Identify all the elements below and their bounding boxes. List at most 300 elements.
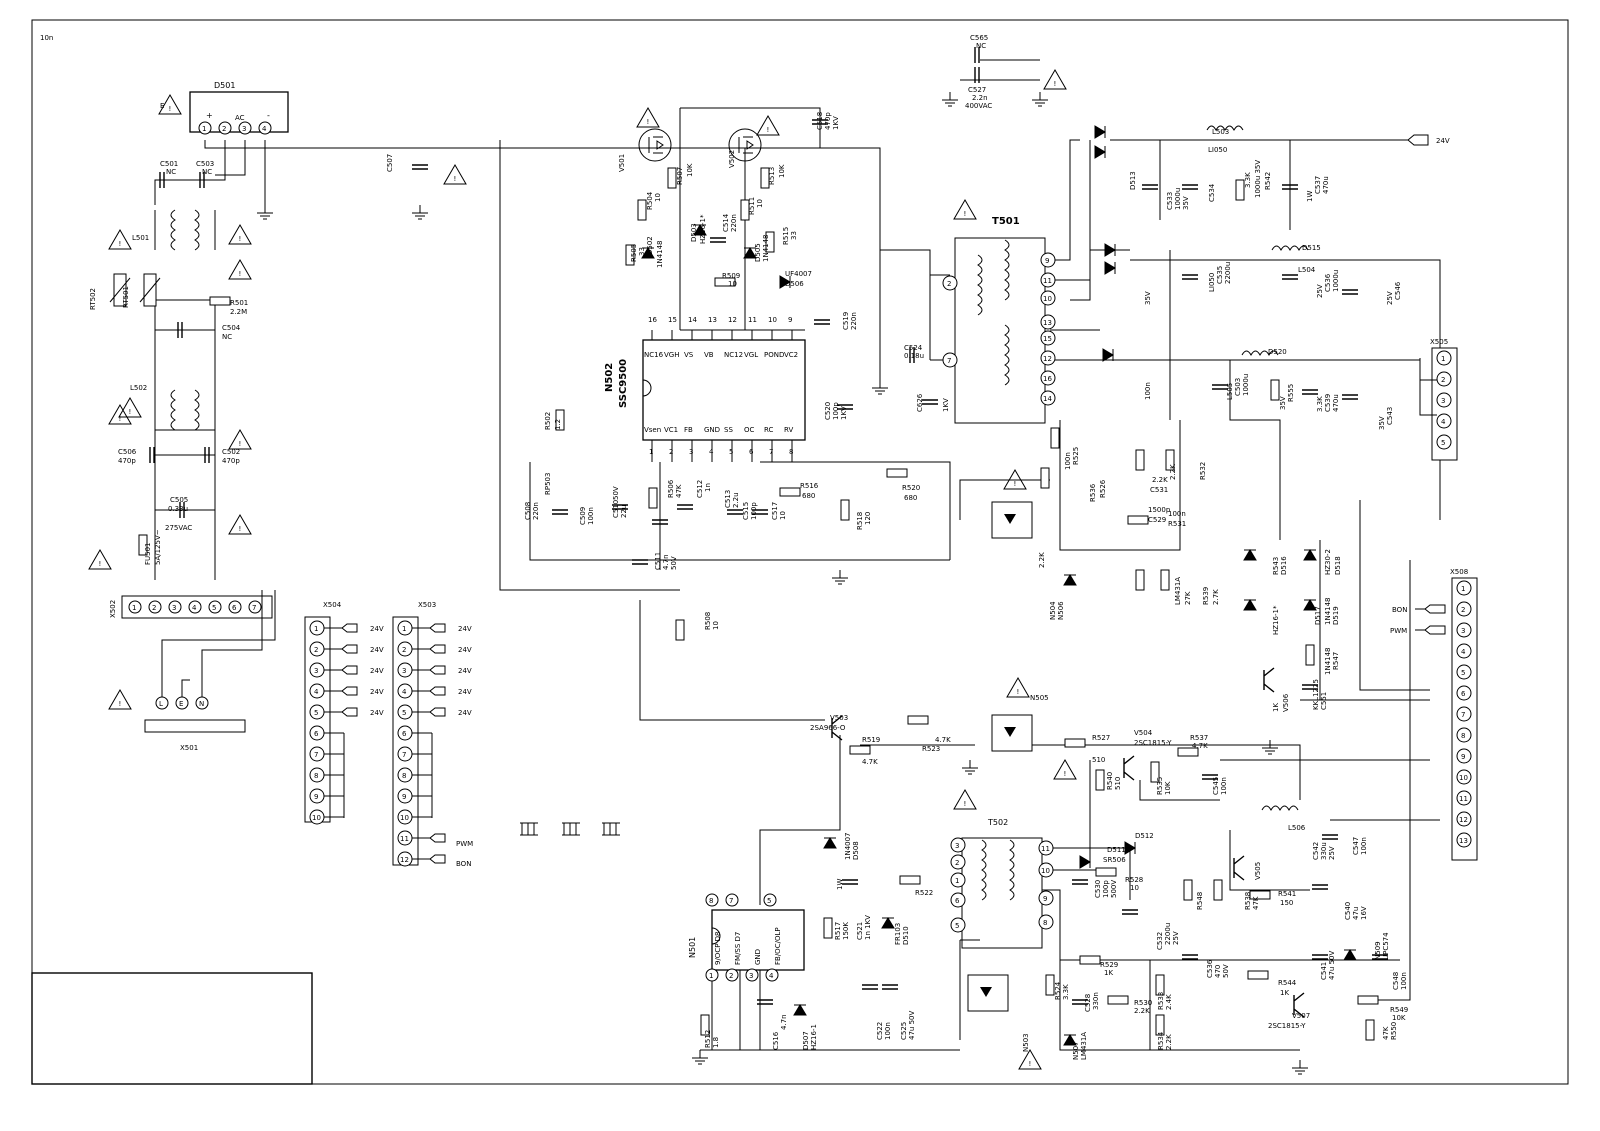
- secondary-label-0: D513: [1129, 171, 1137, 190]
- x502-pin-3-num: 3: [172, 604, 177, 612]
- secondary-label-58: D518: [1334, 556, 1342, 575]
- standby-label-83: R522: [915, 889, 934, 897]
- mains-label-23: NC: [976, 42, 987, 50]
- n502-top-pin-16: 16: [648, 316, 657, 324]
- warning-icon-mark-15: !: [646, 118, 650, 126]
- primary-label-65: 4.7n: [662, 554, 670, 570]
- standby-label-85: D510: [902, 926, 910, 945]
- n502-bot-pin-1: 1: [649, 448, 654, 456]
- mains-label-5: RT502: [89, 288, 97, 310]
- x502-pin-2-num: 2: [152, 604, 157, 612]
- res-r550: [1366, 1020, 1374, 1040]
- x508-pin-2-num: 2: [1461, 606, 1466, 614]
- standby-label-73: N503: [1022, 1033, 1030, 1052]
- primary-label-2: R507: [676, 166, 684, 185]
- primary-label-23: 10: [728, 280, 737, 288]
- standby-label-13: R540: [1106, 771, 1114, 790]
- n502-bot-pin-name-8: RV: [784, 426, 794, 434]
- n502-top-pin-14: 14: [688, 316, 697, 324]
- standby-label-23: 100p: [1102, 880, 1110, 898]
- standby-label-62: 3.3K: [1062, 984, 1070, 1000]
- standby-label-15: R535: [1156, 776, 1164, 795]
- standby-label-47: N509: [1374, 941, 1382, 960]
- standby-label-6: N505: [1030, 694, 1049, 702]
- n502-bot-pin-name-5: SS: [724, 426, 733, 434]
- primary-label-67: R508: [704, 611, 712, 630]
- secondary-label-7: 1000u 35V: [1254, 159, 1262, 198]
- x503-pwm-label: PWM: [456, 840, 474, 848]
- t502-pin-10-num: 10: [1041, 867, 1050, 875]
- ic-n502-name: SSC9500: [618, 358, 629, 408]
- standby-label-61: R524: [1054, 981, 1062, 1000]
- bridge-pin-3-num: 3: [242, 125, 247, 133]
- warning-icon-mark-18: !: [238, 235, 242, 243]
- standby-label-38: 330u: [1320, 842, 1328, 860]
- secondary-label-62: D519: [1332, 606, 1340, 625]
- res-r525: [1051, 428, 1059, 448]
- t501-pin-9-num: 9: [1045, 257, 1050, 265]
- primary-label-55: 100p: [750, 502, 758, 520]
- x504-pin-1-num: 1: [314, 625, 319, 633]
- primary-label-60: R518: [856, 511, 864, 530]
- secondary-label-17: C535: [1216, 265, 1224, 284]
- primary-label-43: C509: [579, 506, 587, 525]
- t501-pin-12-num: 12: [1043, 355, 1052, 363]
- standby-label-69: R534: [1157, 1031, 1165, 1050]
- standby-label-34: V505: [1254, 861, 1262, 880]
- x504-pin-10-num: 10: [312, 814, 321, 822]
- secondary-label-65: 1K: [1272, 702, 1280, 712]
- t502-pin-5-num: 5: [955, 922, 960, 930]
- standby-label-52: 1K: [1280, 989, 1290, 997]
- n501-top-pin-8-num: 8: [709, 897, 714, 905]
- n502-bot-pin-5: 5: [729, 448, 734, 456]
- primary-label-15: HZ16-1*: [699, 214, 707, 244]
- n502-top-pin-9: 9: [788, 316, 793, 324]
- standby-label-19: D512: [1135, 832, 1154, 840]
- standby-label-88: C525: [900, 1021, 908, 1040]
- secondary-label-35: C543: [1386, 406, 1394, 425]
- mains-label-19: FU501: [144, 542, 152, 565]
- n501-top-pin-5-num: 5: [767, 897, 772, 905]
- standby-label-40: C547: [1352, 836, 1360, 855]
- t502-pin-9-num: 9: [1043, 895, 1048, 903]
- standby-label-44: 16V: [1360, 906, 1368, 920]
- standby-label-56: 2SC1815-Y: [1268, 1022, 1306, 1030]
- n502-top-pin-12: 12: [728, 316, 737, 324]
- secondary-label-36: 100n: [1064, 452, 1072, 470]
- primary-label-31: C524: [904, 344, 923, 352]
- primary-label-47: 50V: [612, 486, 620, 500]
- standby-label-72: LM431A: [1080, 1031, 1088, 1060]
- x508-pin-9-num: 9: [1461, 753, 1466, 761]
- t501-pin-13-num: 13: [1043, 319, 1052, 327]
- x508-pin-5-num: 5: [1461, 669, 1466, 677]
- x503-label: X503: [418, 601, 437, 609]
- standby-label-43: 47u: [1352, 906, 1360, 920]
- secondary-label-51: LM431A: [1174, 576, 1182, 605]
- mains-label-11: L502: [130, 384, 148, 392]
- x504-24v-5: 24V: [370, 709, 384, 717]
- standby-label-0: V503: [830, 714, 849, 722]
- n502-bot-pin-name-6: OC: [744, 426, 755, 434]
- standby-label-39: 25V: [1328, 846, 1336, 860]
- standby-label-24: 500V: [1110, 879, 1118, 898]
- n501-bot-pin-1-num: 1: [709, 972, 714, 980]
- x504-pin-3-num: 3: [314, 667, 319, 675]
- standby-label-49: C548: [1392, 971, 1400, 990]
- standby-label-7: R527: [1092, 734, 1111, 742]
- secondary-label-2: LI050: [1208, 146, 1228, 154]
- primary-label-35: C520: [824, 401, 832, 420]
- mains-label-27: E: [160, 102, 165, 110]
- x503-pin-2-num: 2: [402, 646, 407, 654]
- secondary-label-59: HZ16-1*: [1272, 605, 1280, 635]
- x502-pin-5-num: 5: [212, 604, 217, 612]
- primary-label-66: 50V: [670, 556, 678, 570]
- standby-label-81: C521: [856, 921, 864, 940]
- res-r538: [1214, 880, 1222, 900]
- x503-pin-8-num: 8: [402, 772, 407, 780]
- primary-label-17: 220n: [730, 214, 738, 232]
- primary-label-19: 1N4148: [762, 234, 770, 262]
- primary-label-58: R516: [800, 482, 819, 490]
- res-r543: [1161, 570, 1169, 590]
- x508-pin-10-num: 10: [1459, 774, 1468, 782]
- mains-label-9: C504: [222, 324, 241, 332]
- warning-icon-mark-8: !: [238, 525, 242, 533]
- standby-label-36: 150: [1280, 899, 1294, 907]
- n502-bot-pin-2: 2: [669, 448, 674, 456]
- warning-icon-mark-3: !: [118, 240, 122, 248]
- n501-pin-name-2: GND: [754, 948, 762, 965]
- secondary-label-19: 25V: [1316, 284, 1324, 298]
- primary-label-30: 1KV: [832, 116, 840, 130]
- res-r532: [1136, 450, 1144, 470]
- secondary-label-28: 1000u: [1242, 373, 1250, 396]
- secondary-label-4: 1000u: [1174, 187, 1182, 210]
- x501-body: [145, 720, 245, 732]
- secondary-label-40: R536: [1089, 483, 1097, 502]
- secondary-label-43: C531: [1150, 486, 1169, 494]
- res-r529: [1080, 956, 1100, 964]
- primary-label-56: C517: [771, 501, 779, 520]
- standby-label-89: 47u 50V: [908, 1010, 916, 1040]
- standby-label-27: C532: [1156, 931, 1164, 950]
- standby-label-21: SR506: [1103, 856, 1126, 864]
- warning-icon-mark-1: !: [453, 175, 457, 183]
- standby-label-55: V507: [1292, 1012, 1311, 1020]
- primary-label-6: R504: [646, 191, 654, 210]
- standby-label-80: 150K: [842, 922, 850, 940]
- warning-icon-mark-2: !: [963, 210, 967, 218]
- x508-bon-label: BON: [1392, 606, 1408, 614]
- bridge-ref: D501: [214, 81, 236, 90]
- warning-icon-mark-12: !: [1063, 770, 1067, 778]
- mains-label-2: C503: [196, 160, 215, 168]
- x504-24v-2: 24V: [370, 646, 384, 654]
- n502-bot-pin-3: 3: [689, 448, 694, 456]
- x501-pin-E-num: E: [179, 700, 184, 708]
- primary-label-45: C510: [612, 499, 620, 518]
- mains-label-10: NC: [222, 333, 233, 341]
- res-r518: [841, 500, 849, 520]
- res-r501: [210, 297, 230, 305]
- secondary-label-13: 35V: [1144, 291, 1152, 305]
- n502-top-pin-name-9: VC2: [784, 351, 799, 359]
- primary-label-24: UF4007: [785, 270, 812, 278]
- warning-icon-mark-9: !: [118, 700, 122, 708]
- primary-label-11: 33: [638, 247, 646, 256]
- x508-pin-13-num: 13: [1459, 837, 1468, 845]
- secondary-label-47: R531: [1168, 520, 1187, 528]
- standby-label-92: C516: [772, 1031, 780, 1050]
- mains-label-25: 2.2n: [972, 94, 988, 102]
- secondary-label-44: 1500p: [1148, 506, 1171, 514]
- secondary-label-66: V506: [1282, 693, 1290, 712]
- x504-pin-6-num: 6: [314, 730, 319, 738]
- primary-label-16: C514: [722, 213, 730, 232]
- n502-top-pin-10: 10: [768, 316, 777, 324]
- mains-label-20: 5A/125V~: [154, 529, 162, 565]
- primary-label-1: V502: [728, 149, 736, 168]
- mains-label-14: C502: [222, 448, 241, 456]
- primary-label-52: C513: [724, 489, 732, 508]
- primary-label-32: 0.18u: [904, 352, 925, 360]
- x504-pin-8-num: 8: [314, 772, 319, 780]
- primary-label-14: D503: [690, 223, 698, 242]
- mains-label-22: C565: [970, 34, 989, 42]
- standby-label-9: V504: [1134, 729, 1153, 737]
- primary-label-59: 680: [802, 492, 816, 500]
- primary-label-10: R505: [630, 243, 638, 262]
- res-r539: [1136, 570, 1144, 590]
- standby-label-10: 2SC1815-Y: [1134, 739, 1172, 747]
- bridge-pin-2-num: 2: [222, 125, 227, 133]
- standby-label-86: C522: [876, 1021, 884, 1040]
- standby-label-71: N507: [1072, 1041, 1080, 1060]
- t501-pin-7-num: 7: [947, 357, 952, 365]
- secondary-label-8: R542: [1264, 171, 1272, 190]
- n502-bot-pin-8: 8: [789, 448, 794, 456]
- x503-pin-6-num: 6: [402, 730, 407, 738]
- mains-label-0: C501: [160, 160, 179, 168]
- warning-icon-mark-14: !: [1028, 1060, 1032, 1068]
- secondary-label-61: 1N4148: [1324, 597, 1332, 625]
- secondary-label-11: C537: [1314, 175, 1322, 194]
- x503-pin-4-num: 4: [402, 688, 407, 696]
- primary-label-50: C512: [696, 479, 704, 498]
- standby-label-90: R512: [704, 1029, 712, 1048]
- primary-label-0: V501: [618, 153, 626, 172]
- secondary-label-41: R526: [1099, 479, 1107, 498]
- x503-24v-2: 24V: [458, 646, 472, 654]
- t501-pin-15-num: 15: [1043, 335, 1052, 343]
- standby-label-87: 100n: [884, 1022, 892, 1040]
- n501-top-pin-7-num: 7: [729, 897, 734, 905]
- secondary-label-30: R555: [1287, 383, 1295, 402]
- n502-bot-pin-name-7: RC: [764, 426, 774, 434]
- secondary-label-48: 2.2K: [1038, 552, 1046, 568]
- secondary-label-46: 100n: [1168, 510, 1186, 518]
- secondary-label-56: D516: [1280, 556, 1288, 575]
- ic-n501-ref: N501: [688, 936, 697, 958]
- t501-pin-11-num: 11: [1043, 277, 1052, 285]
- secondary-label-3: C533: [1166, 191, 1174, 210]
- n502-bot-pin-6: 6: [749, 448, 754, 456]
- secondary-label-12: 470u: [1322, 176, 1330, 194]
- x503-pin-9-num: 9: [402, 793, 407, 801]
- standby-label-68: 2.4K: [1165, 994, 1173, 1010]
- secondary-label-20: C536: [1324, 273, 1332, 292]
- secondary-label-37: R525: [1072, 446, 1080, 465]
- warning-icon-mark-0: !: [1053, 80, 1057, 88]
- n502-bot-pin-name-3: FB: [684, 426, 693, 434]
- standby-label-91: 1.8: [712, 1036, 720, 1048]
- warning-icon-mark-11: !: [1016, 688, 1020, 696]
- standby-label-45: C541: [1320, 961, 1328, 980]
- standby-label-79: R517: [834, 921, 842, 940]
- x505-label: X505: [1430, 338, 1449, 346]
- primary-label-33: C626: [916, 393, 924, 412]
- res-r522: [900, 876, 920, 884]
- mains-label-8: 2.2M: [230, 308, 248, 316]
- res-r547: [1306, 645, 1314, 665]
- standby-label-64: 330n: [1092, 992, 1100, 1010]
- x502-label: X502: [109, 599, 117, 618]
- secondary-label-55: R543: [1272, 556, 1280, 575]
- t502-pin-1-num: 1: [955, 877, 960, 885]
- standby-label-3: 4.7K: [862, 758, 878, 766]
- t501-pin-2-num: 2: [947, 280, 952, 288]
- x503-pin-5-num: 5: [402, 709, 407, 717]
- standby-label-30: L506: [1288, 824, 1306, 832]
- secondary-label-1: L503: [1212, 128, 1230, 136]
- secondary-label-57: HZ30-2: [1324, 549, 1332, 575]
- n502-top-pin-13: 13: [708, 316, 717, 324]
- primary-label-61: 120: [864, 511, 872, 525]
- t502-pin-8-num: 8: [1043, 919, 1048, 927]
- bridge-plus: +: [206, 111, 213, 120]
- x502-pin-7-num: 7: [252, 604, 257, 612]
- x503-24v-1: 24V: [458, 625, 472, 633]
- standby-label-53: R549: [1390, 1006, 1409, 1014]
- primary-label-34: 1KV: [942, 398, 950, 412]
- standby-label-74: C536: [1206, 959, 1214, 978]
- standby-label-42: C540: [1344, 901, 1352, 920]
- res-r506: [649, 488, 657, 508]
- standby-label-5: R523: [922, 745, 941, 753]
- primary-label-38: R502: [544, 411, 552, 430]
- primary-label-51: 1n: [704, 483, 712, 492]
- x508-pin-3-num: 3: [1461, 627, 1466, 635]
- secondary-label-45: C529: [1148, 516, 1167, 524]
- primary-label-48: R506: [667, 479, 675, 498]
- x501-pin-L-num: L: [159, 700, 163, 708]
- t502-pin-6-num: 6: [955, 897, 960, 905]
- res-r555: [1271, 380, 1279, 400]
- standby-label-75: 470: [1214, 964, 1222, 978]
- standby-label-60: 1K: [1104, 969, 1114, 977]
- primary-label-68: 10: [712, 621, 720, 630]
- x508-pin-8-num: 8: [1461, 732, 1466, 740]
- secondary-label-49: N504: [1049, 601, 1057, 620]
- n502-top-pin-name-12: NC12: [724, 351, 744, 359]
- standby-label-22: C530: [1094, 879, 1102, 898]
- t501-pin-16-num: 16: [1043, 375, 1052, 383]
- res-r526: [1041, 468, 1049, 488]
- res-r504: [638, 200, 646, 220]
- standby-label-58: R550: [1390, 1021, 1398, 1040]
- secondary-label-18: 2200u: [1224, 261, 1232, 284]
- x508-pin-4-num: 4: [1461, 648, 1466, 656]
- primary-label-46: 22u: [620, 504, 628, 518]
- res-r524: [1046, 975, 1054, 995]
- primary-label-36: 100p: [832, 402, 840, 420]
- primary-label-28: C518: [816, 111, 824, 130]
- secondary-label-6: C534: [1208, 183, 1216, 202]
- n502-top-pin-name-10: POND: [764, 351, 785, 359]
- primary-label-25: D506: [785, 280, 804, 288]
- standby-label-94: D507: [802, 1031, 810, 1050]
- standby-label-28: 2200u: [1164, 922, 1172, 945]
- x503-24v-4: 24V: [458, 688, 472, 696]
- warning-icon-mark-16: !: [766, 126, 770, 134]
- warning-icon-mark-19: !: [128, 408, 132, 416]
- standby-label-54: 10K: [1392, 1014, 1406, 1022]
- standby-label-17: C545: [1212, 776, 1220, 795]
- secondary-label-60: D517: [1314, 606, 1322, 625]
- primary-label-44: 100n: [587, 507, 595, 525]
- n501-pin-name-1: FM/SS D7: [734, 931, 742, 965]
- standby-label-14: 510: [1114, 776, 1122, 790]
- primary-label-9: 10: [756, 199, 764, 208]
- primary-label-13: 1N4148: [656, 240, 664, 268]
- secondary-label-64: R547: [1332, 651, 1340, 670]
- n502-top-pin-11: 11: [748, 316, 757, 324]
- primary-label-21: 33: [790, 231, 798, 240]
- mains-label-26: 400VAC: [965, 102, 993, 110]
- mains-label-18: 275VAC: [165, 524, 193, 532]
- warning-icon-mark-6: !: [238, 440, 242, 448]
- standby-label-96: 1W: [836, 878, 844, 890]
- standby-label-67: R533: [1157, 991, 1165, 1010]
- n502-top-pin-name-13: VB: [704, 351, 714, 359]
- primary-label-5: 10K: [778, 164, 786, 178]
- mains-label-21: C507: [386, 153, 394, 172]
- res-r548: [1184, 880, 1192, 900]
- primary-label-4: R513: [768, 166, 776, 185]
- primary-label-27: 220n: [850, 312, 858, 330]
- x501-label: X501: [180, 744, 199, 752]
- t501-pin-14-num: 14: [1043, 395, 1052, 403]
- res-r507: [668, 168, 676, 188]
- ic-n502-ref: N502: [604, 362, 615, 392]
- standby-label-25: R528: [1125, 876, 1144, 884]
- standby-label-65: R530: [1134, 999, 1153, 1007]
- standby-label-50: 100n: [1400, 972, 1408, 990]
- primary-label-26: C519: [842, 311, 850, 330]
- mains-label-3: NC: [202, 168, 213, 176]
- standby-label-11: R537: [1190, 734, 1209, 742]
- secondary-label-14: D515: [1302, 244, 1321, 252]
- secondary-label-69: 10n: [40, 34, 54, 42]
- bridge-pin-1-num: 1: [202, 125, 207, 133]
- n502-bot-pin-7: 7: [769, 448, 774, 456]
- standby-label-1: 2SA966-O: [810, 724, 846, 732]
- secondary-label-5: 35V: [1182, 196, 1190, 210]
- res-r527: [1065, 739, 1085, 747]
